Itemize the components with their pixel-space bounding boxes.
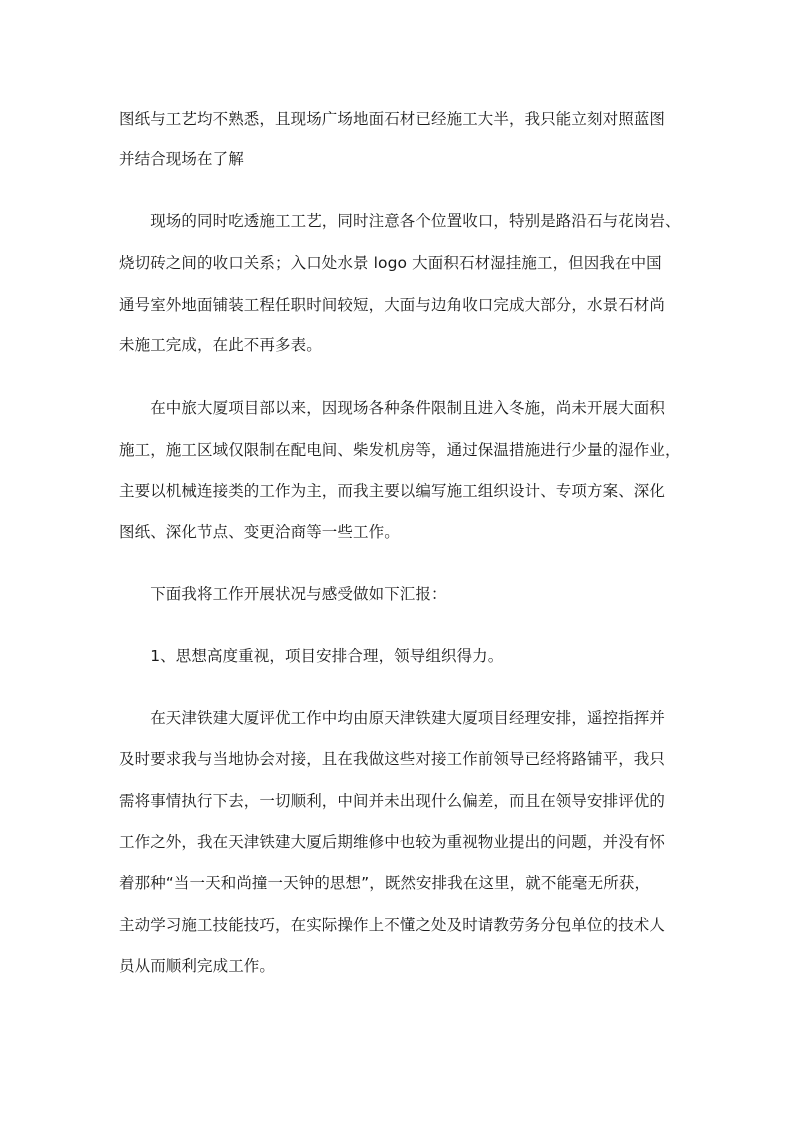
paragraph-line: 未施工完成，在此不再多表。 (119, 336, 322, 354)
paragraph-line: 及时要求我与当地协会对接，且在我做这些对接工作前领导已经将路铺平，我只 (119, 750, 666, 768)
paragraph-line: 主要以机械连接类的工作为主，而我主要以编写施工组织设计、专项方案、深化 (119, 482, 666, 500)
paragraph-line: 图纸与工艺均不熟悉，且现场广场地面石材已经施工大半，我只能立刻对照蓝图 (119, 110, 666, 128)
paragraph-line: 工作之外，我在天津铁建大厦后期维修中也较为重视物业提出的问题，并没有怀 (119, 833, 666, 851)
paragraph-line: 图纸、深化节点、变更洽商等一些工作。 (119, 523, 400, 541)
paragraph-line: 主动学习施工技能技巧，在实际操作上不懂之处及时请教劳务分包单位的技术人 (119, 916, 666, 934)
paragraph-line: 烧切砖之间的收口关系；入口处水景 logo 大面积石材湿挂施工，但因我在中国 (119, 254, 662, 272)
paragraph-line: 下面我将工作开展状况与感受做如下汇报： (119, 585, 447, 603)
paragraph-line: 在中旅大厦项目部以来，因现场各种条件限制且进入冬施，尚未开展大面积 (119, 399, 666, 417)
paragraph-line: 着那种“当一天和尚撞一天钟的思想”，既然安排我在这里，就不能毫无所获， (119, 874, 651, 892)
section-heading: 1、思想高度重视，项目安排合理，领导组织得力。 (119, 647, 504, 665)
paragraph-line: 在天津铁建大厦评优工作中均由原天津铁建大厦项目经理安排，遥控指挥并 (119, 709, 666, 727)
paragraph-line: 需将事情执行下去，一切顺利，中间并未出现什么偏差，而且在领导安排评优的 (119, 792, 666, 810)
paragraph-line: 通号室外地面铺装工程任职时间较短，大面与边角收口完成大部分，水景石材尚 (119, 296, 666, 314)
paragraph-line: 并结合现场在了解 (119, 150, 244, 168)
paragraph-line: 员从而顺利完成工作。 (119, 957, 276, 975)
paragraph-line: 现场的同时吃透施工工艺，同时注意各个位置收口，特别是路沿石与花岗岩、 (119, 212, 681, 230)
paragraph-line: 施工，施工区域仅限制在配电间、柴发机房等，通过保温措施进行少量的湿作业， (119, 441, 681, 459)
